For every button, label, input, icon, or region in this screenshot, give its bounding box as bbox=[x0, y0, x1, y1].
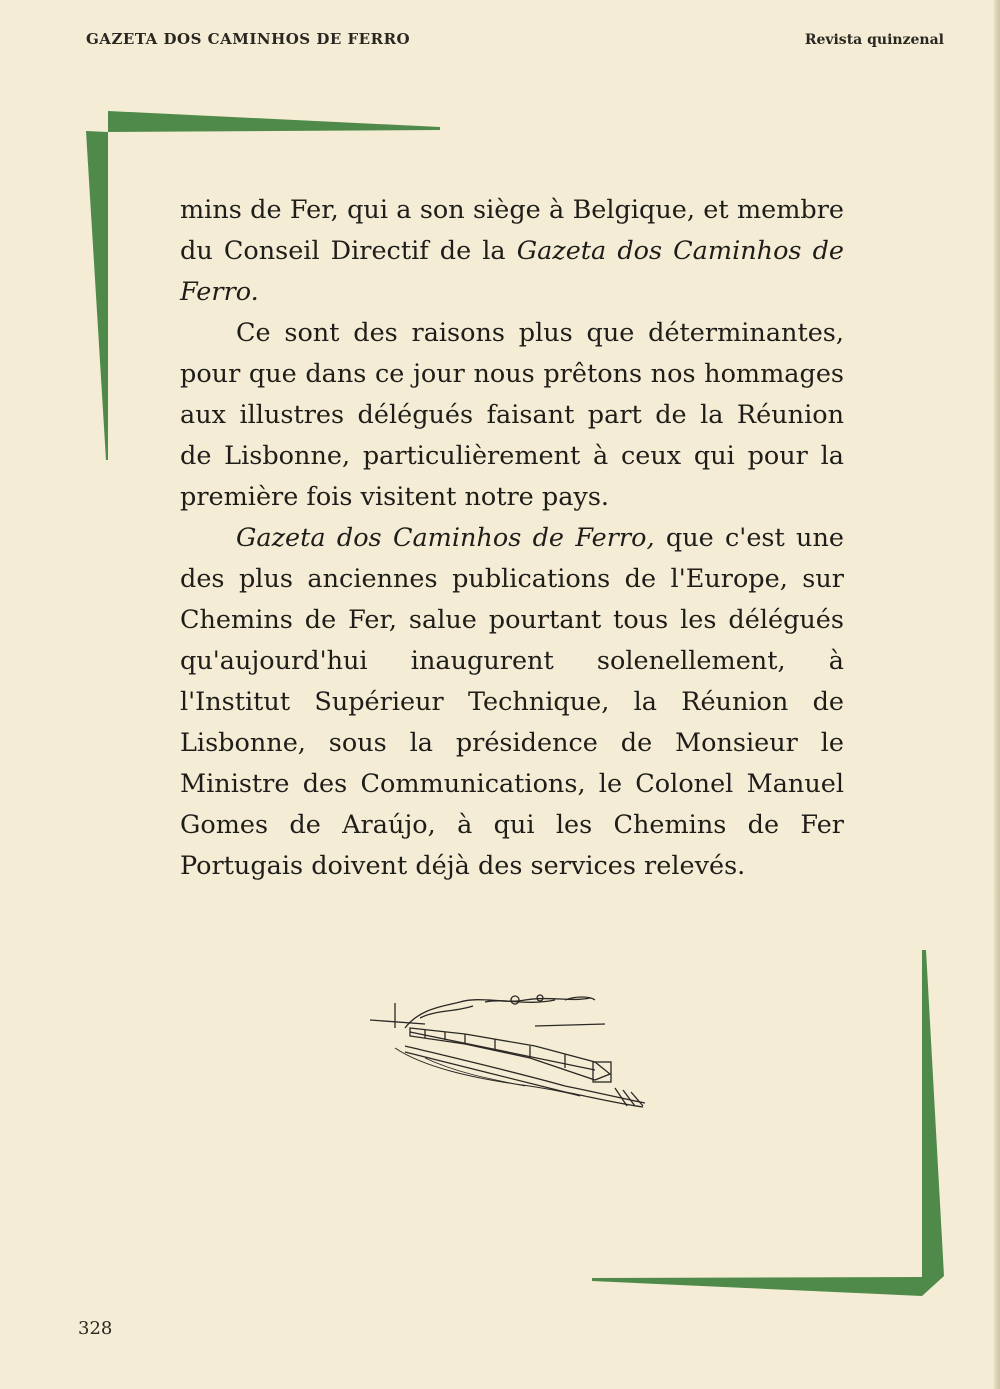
paragraph-1-text: mins de Fer, qui a son siège à Belgique, et membre du Conseil Directif de la bbox=[180, 195, 844, 266]
article-body bbox=[180, 190, 844, 887]
paragraph-2: Ce sont des raisons plus que déterminantes, pour que dans ce jour nous prêtons nos hommages aux illustres délégués faisant part de la Réunion de Lisbonne, particulièrement à ceux qui pour la première fois visitent notre pays. bbox=[180, 318, 844, 512]
journal-title: GAZETA DOS CAMINHOS DE FERRO bbox=[86, 30, 411, 48]
page-edge bbox=[994, 0, 1000, 1389]
paragraph-1-publication-name: Gazeta dos Caminhos de Ferro. bbox=[180, 236, 844, 307]
left-bar-accent bbox=[86, 131, 108, 460]
bottom-bar-accent bbox=[592, 1277, 922, 1296]
journal-frequency: Revista quinzenal bbox=[804, 32, 944, 48]
steam-train-illustration bbox=[365, 988, 650, 1108]
right-bar-accent bbox=[922, 950, 944, 1296]
horizon-line bbox=[370, 1020, 605, 1026]
paragraph-3-text: que c'est une des plus anciennes publications de l'Europe, sur Chemins de Fer, salue pourtant tous les délégués qu'aujourd'hui inaugurent solenellement, à l'Institut Supérieur Technique, la Réunion de Lisbonne, sous la présidence de Monsieur le Ministre des Communications, le Colonel Manuel Gomes de Araújo, à qui les Chemins de Fer Portugais doivent déjà des services relevés. bbox=[180, 523, 844, 881]
paragraph-3 bbox=[180, 518, 844, 887]
top-bar-accent bbox=[108, 111, 440, 132]
paragraph-3-publication-name: Gazeta dos Caminhos de Ferro, bbox=[236, 523, 655, 553]
paragraph-1 bbox=[180, 190, 844, 313]
page-number: 328 bbox=[78, 1318, 113, 1339]
